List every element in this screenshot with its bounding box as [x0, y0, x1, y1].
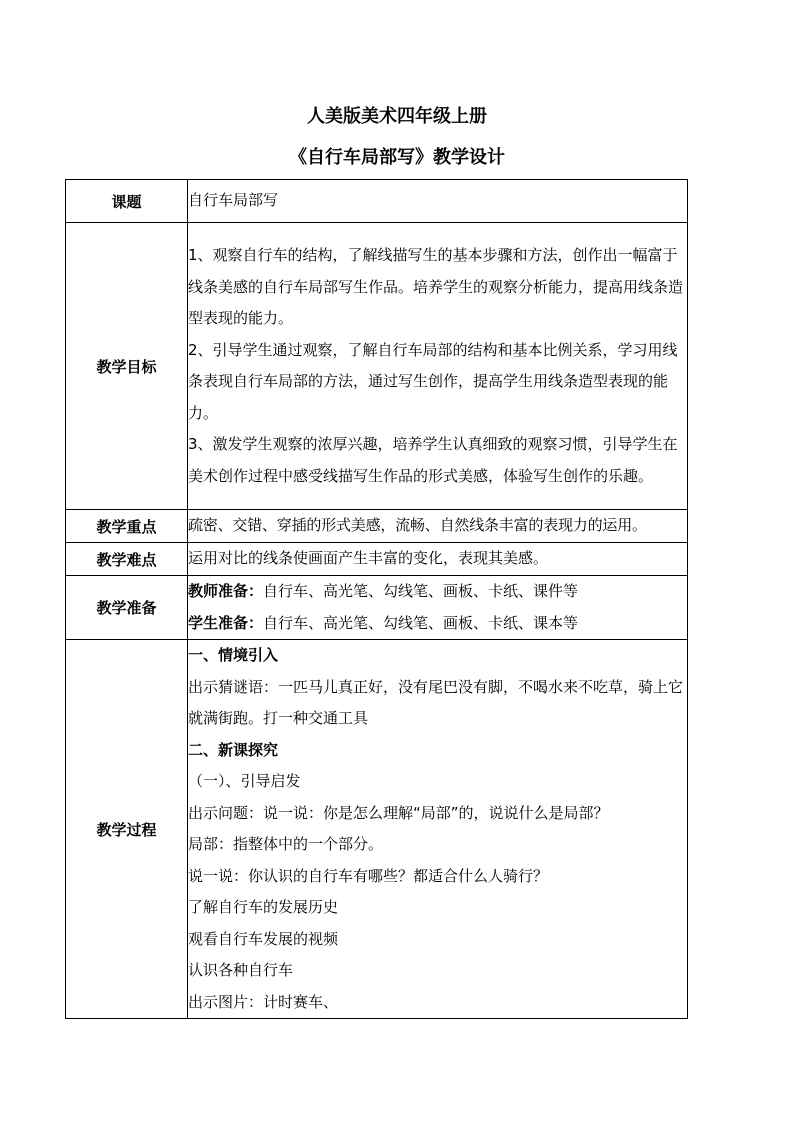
- pictures-text: 出示图片：计时赛车、: [188, 992, 339, 1011]
- definition-text: 局部：指整体中的一个部分。: [188, 835, 384, 853]
- teacher-preparation-items: 自行车、高光笔、勾线笔、画板、卡纸、课件等: [263, 582, 579, 600]
- preparation-row: [66, 576, 688, 640]
- difficulties-label: 教学难点: [66, 543, 188, 576]
- goal-item-2: 2、引导学生通过观察，了解自行车局部的结构和基本比例关系，学习用线条表现自行车局部的方法，通过写生创作，提高学生用线条造型表现的能力。: [188, 340, 678, 422]
- section2-heading: 二、新课探究: [188, 740, 279, 759]
- document-subtitle: 《自行车局部写》教学设计: [289, 147, 505, 168]
- difficulties-cell: [188, 543, 688, 576]
- topic-value: 自行车局部写: [188, 191, 279, 210]
- key-points-cell: [188, 510, 688, 543]
- preparation-cell: [188, 576, 688, 640]
- process-label: 教学过程: [66, 640, 188, 1019]
- key-points-row: [66, 510, 688, 543]
- question2-text: 说一说：你认识的自行车有哪些？都适合什么人骑行？: [188, 866, 549, 885]
- document-title: 人美版美术四年级上册: [307, 106, 487, 127]
- section1-heading: 一、情境引入: [188, 646, 279, 664]
- teacher-preparation-label: 教师准备：: [188, 582, 264, 600]
- topic-cell: [188, 180, 688, 223]
- process-cell: [188, 640, 688, 1019]
- difficulties-row: [66, 543, 688, 576]
- goal-item-1: 1、观察自行车的结构，了解线描写生的基本步骤和方法，创作出一幅富于线条美感的自行车局部写生作品。培养学生的观察分析能力，提高用线条造型表现的能力。: [188, 246, 684, 327]
- preparation-label: 教学准备: [66, 576, 188, 640]
- goal-item-3: 3、激发学生观察的浓厚兴趣，培养学生认真细致的观察习惯，引导学生在美术创作过程中感受线描写生作品的形式美感，体验写生创作的乐趣。: [188, 435, 678, 485]
- process-row: [66, 640, 688, 1019]
- student-preparation: [188, 608, 687, 640]
- goals-cell: [188, 223, 688, 510]
- student-preparation-label: 学生准备：: [188, 613, 264, 632]
- goals-row: [66, 223, 688, 510]
- question1-text: 出示问题：说一说：你是怎么理解“局部”的，说说什么是局部？: [188, 803, 609, 822]
- topic-row: [66, 180, 688, 223]
- difficulties-value: 运用对比的线条使画面产生丰富的变化，表现其美感。: [188, 549, 549, 568]
- goals-label: 教学目标: [66, 223, 188, 510]
- video-text: 观看自行车发展的视频: [188, 929, 339, 948]
- teacher-preparation: [188, 576, 687, 608]
- riddle-text: 出示猜谜语：一匹马儿真正好，没有尾巴没有脚，不喝水来不吃草，骑上它就满街跑。打一种交通工具: [188, 677, 684, 727]
- topic-label: 课题: [66, 180, 188, 223]
- types-text: 认识各种自行车: [188, 961, 294, 979]
- key-points-label: 教学重点: [66, 510, 188, 543]
- key-points-value: 疏密、交错、穿插的形式美感，流畅、自然线条丰富的表现力的运用。: [188, 516, 647, 535]
- student-preparation-items: 自行车、高光笔、勾线笔、画板、卡纸、课本等: [263, 613, 579, 632]
- sub1-heading: （一）、引导启发: [188, 772, 301, 790]
- history-text: 了解自行车的发展历史: [188, 898, 339, 916]
- lesson-plan-table: [65, 179, 688, 1019]
